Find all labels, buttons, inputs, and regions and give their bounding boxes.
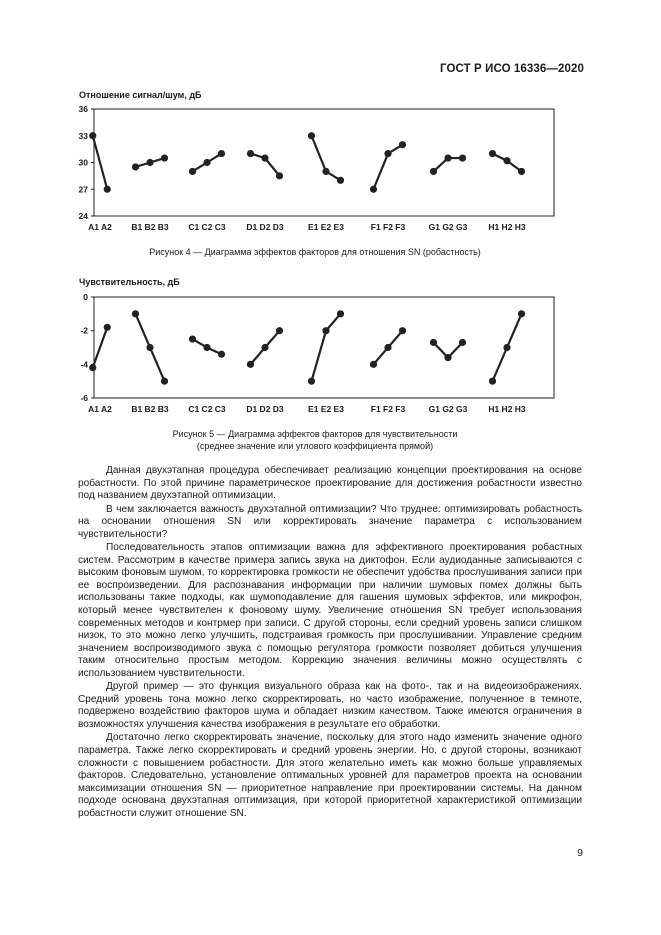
figure-4-chart — [70, 89, 560, 239]
x-tick-label: G1 G2 G3 — [428, 404, 468, 414]
x-tick-label: B1 B2 B3 — [131, 404, 169, 414]
x-tick-label: H1 H2 H3 — [488, 404, 526, 414]
data-point-A2 — [104, 186, 111, 193]
figure-5-caption-line1: Рисунок 5 — Диаграмма эффектов факторов для чувствительности — [172, 429, 458, 439]
data-point-E2 — [322, 168, 329, 175]
data-point-D2 — [261, 154, 268, 161]
data-point-E1 — [308, 132, 315, 139]
sensitivity-chart — [70, 278, 560, 423]
x-tick-label: A1 A2 — [88, 404, 112, 414]
data-point-H1 — [489, 378, 496, 385]
x-tick-label: C1 C2 C3 — [188, 222, 226, 232]
x-tick-label: F1 F2 F3 — [370, 222, 406, 232]
data-point-C1 — [189, 168, 196, 175]
data-point-F1 — [370, 186, 377, 193]
data-point-E1 — [308, 378, 315, 385]
paragraph: Последовательность этапов оптимизации важна для эффективного проектирования робастных систем. Рассмотрим в качестве примера запись звука на диктофон. Если аудиоданные записываются с высоким фоновым шумом, то корректировка громкости не обеспечит удобства прослушивания записи при ее воспроизведении. Для распознавания информации при наличии шумовых помех должны быть использованы такие подходы, как шумоподавление для гашения шумовых эффектов, или микрофон, который менее чувствителен к фоновому шуму. Увеличение отношения SN требует использования современных методов и контрмер при записи. С другой стороны, если средний уровень записи слишком низок, то это можно легко улучшить, подстраивая громкость при прослушивании. Управление средним значением воспроизводимого звука с помощью регулятора громкости позволяет добиться улучшения таким относительно простым методом. Коррекцию значения величины можно осуществлять с использованием чувствительности. — [78, 542, 582, 679]
x-tick-label: C1 C2 C3 — [188, 404, 226, 414]
data-point-F2 — [384, 150, 391, 157]
data-point-G3 — [459, 154, 466, 161]
data-point-F3 — [399, 141, 406, 148]
data-point-C2 — [203, 344, 210, 351]
data-point-D3 — [276, 172, 283, 179]
figure-5-chart — [70, 278, 560, 423]
data-point-B3 — [161, 378, 168, 385]
data-point-C3 — [218, 150, 225, 157]
paragraph: Достаточно легко скорректировать значение, поскольку для этого надо изменить значение одного параметра. Также легко скорректировать и средний уровень энергии. Но, с другой стороны, возникают сложности с повышением робастности. Для этого желательно иметь как можно больше управляемых факторов. Следовательно, установление оптимальных уровней для параметров проекта на основании максимизации отношения SN — приоритетное направление при проектировании системы. На данном подходе основана двухэтапная оптимизация, при которой приоритетной характеристикой оптимизации робастности служит отношение SN. — [78, 732, 582, 819]
data-point-C1 — [189, 335, 196, 342]
data-point-G1 — [430, 168, 437, 175]
series-line-E — [312, 314, 341, 381]
data-point-D1 — [247, 361, 254, 368]
data-point-D3 — [276, 327, 283, 334]
data-point-E3 — [337, 310, 344, 317]
data-point-H1 — [489, 150, 496, 157]
data-point-H2 — [503, 157, 510, 164]
data-point-C2 — [203, 159, 210, 166]
data-point-A1 — [89, 132, 96, 139]
data-point-C3 — [218, 351, 225, 358]
data-point-B3 — [161, 154, 168, 161]
data-point-F3 — [399, 327, 406, 334]
y-tick-label: 27 — [78, 184, 88, 195]
figure-5-caption-line2: (среднее значение или углового коэффициента прямой) — [196, 441, 434, 451]
y-axis-title: Отношение сигнал/шум, дБ — [79, 90, 202, 100]
x-tick-label: H1 H2 H3 — [488, 222, 526, 232]
x-tick-label: D1 D2 D3 — [246, 222, 284, 232]
data-point-G2 — [444, 354, 451, 361]
data-point-E2 — [322, 327, 329, 334]
sn-ratio-chart — [70, 89, 560, 239]
data-point-H2 — [503, 344, 510, 351]
series-line-A — [93, 327, 108, 367]
x-tick-label: D1 D2 D3 — [246, 404, 284, 414]
data-point-G1 — [430, 339, 437, 346]
x-tick-label: E1 E2 E3 — [308, 222, 344, 232]
data-point-H3 — [518, 168, 525, 175]
body-text — [78, 465, 582, 821]
data-point-G2 — [444, 154, 451, 161]
y-tick-label: 30 — [78, 157, 88, 168]
data-point-D1 — [247, 150, 254, 157]
data-point-B2 — [146, 344, 153, 351]
x-tick-label: A1 A2 — [88, 222, 112, 232]
y-axis-title: Чувствительность, дБ — [79, 277, 180, 287]
series-line-A — [93, 136, 108, 190]
data-point-A1 — [89, 364, 96, 371]
x-tick-label: E1 E2 E3 — [308, 404, 344, 414]
y-tick-label: 33 — [78, 130, 88, 141]
x-tick-label: G1 G2 G3 — [428, 222, 468, 232]
data-point-G3 — [459, 339, 466, 346]
data-point-B1 — [132, 310, 139, 317]
data-point-B2 — [146, 159, 153, 166]
data-point-A2 — [104, 324, 111, 331]
y-tick-label: 0 — [83, 292, 88, 302]
data-point-F2 — [384, 344, 391, 351]
y-tick-label: -4 — [80, 359, 88, 370]
data-point-E3 — [337, 177, 344, 184]
document-header: ГОСТ Р ИСО 16336—2020 — [439, 63, 584, 75]
plot-frame — [94, 109, 554, 216]
data-point-H3 — [518, 310, 525, 317]
figure-4-caption: Рисунок 4 — Диаграмма эффектов факторов для отношения SN (робастность) — [149, 247, 481, 257]
figure-5-caption — [70, 428, 560, 452]
y-tick-label: -2 — [80, 325, 88, 336]
data-point-B1 — [132, 163, 139, 170]
paragraph: Данная двухэтапная процедура обеспечивает реализацию концепции проектирования на основе робастности. По этой причине параметрическое проектирование для достижения робастности известно под названием двухэтапной оптимизации. — [78, 465, 582, 502]
y-tick-label: -6 — [80, 393, 88, 403]
y-tick-label: 36 — [78, 104, 88, 114]
paragraph: Другой пример — это функция визуального образа как на фото-, так и на видеоизображениях. Средний уровень тона можно легко скорректировать, но часто изображение, полученное в темноте, подвержено воздействию факторов шума и обладает низким качеством. Также имеются ограничения в возможностях улучшения качества изображения в результате его обработки. — [78, 681, 582, 730]
y-tick-label: 24 — [78, 211, 88, 221]
x-tick-label: F1 F2 F3 — [370, 404, 406, 414]
data-point-F1 — [370, 361, 377, 368]
x-tick-label: B1 B2 B3 — [131, 222, 169, 232]
page-number: 9 — [577, 847, 583, 859]
data-point-D2 — [261, 344, 268, 351]
paragraph: В чем заключается важность двухэтапной оптимизации? Что труднее: оптимизировать робастность на основании отношения SN или корректировать значение параметра с использованием чувствительности? — [78, 503, 582, 540]
